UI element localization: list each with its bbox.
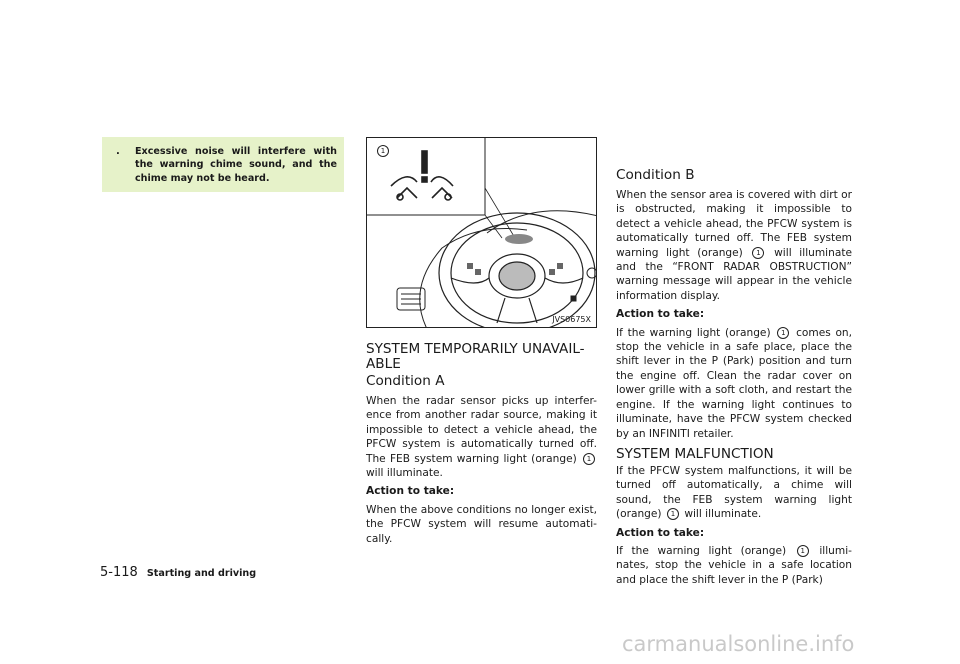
- page-number: 5-118: [100, 565, 138, 580]
- page-footer: [100, 561, 256, 580]
- middle-column: [366, 342, 597, 550]
- steering-wheel-illustration: [367, 138, 597, 328]
- figure-callout-1: 1: [377, 145, 389, 157]
- right-column: [616, 168, 852, 591]
- condition-b-action-label: Action to take:: [616, 308, 705, 321]
- malfunction-paragraph: If the PFCW system malfunctions, it will be turned off automatically, a chime will sound, the FEB system warning light (orange) 1 will illuminate.: [616, 464, 852, 521]
- callout-icon: 1: [583, 453, 595, 465]
- note-box: [102, 137, 344, 192]
- dashboard-figure: [366, 137, 597, 328]
- steering-wheel: [439, 213, 595, 328]
- feb-warning-icon: [391, 151, 453, 200]
- condition-b-title: Condition B: [616, 167, 695, 183]
- callout-icon: 1: [797, 545, 809, 557]
- note-text: Excessive noise will interfere with the warning chime sound, and the chime may not be heard.: [135, 146, 337, 184]
- section-heading-temporarily-unavailable: SYSTEM TEMPORARILY UNAVAIL-ABLE: [366, 341, 585, 372]
- malfunction-action-label: Action to take:: [616, 526, 705, 539]
- condition-a-paragraph: When the radar sensor picks up interfer-ence from another radar source, making it impossible to detect a vehicle ahead, the PFCW system is automatically turned off. The FEB system warning light (orange) 1 will illuminate.: [366, 395, 597, 480]
- callout-icon: 1: [667, 508, 679, 520]
- callout-icon: 1: [777, 327, 789, 339]
- section-name: Starting and driving: [146, 568, 257, 579]
- note-bullet: .: [116, 146, 120, 157]
- condition-a-action-label: Action to take:: [366, 485, 455, 498]
- figure-code: JVS0675X: [552, 315, 591, 324]
- section-heading-system-malfunction: SYSTEM MALFUNCTION: [616, 445, 774, 462]
- condition-b-paragraph: When the sensor area is covered with dirt or is obstructed, making it impossible to detect a vehicle ahead, the PFCW system is automatically turned off. The FEB system warning light (orange) 1 will illuminate and the “FRONT RADAR OBSTRUCTION” warning message will appear in the vehicle information display.: [616, 189, 852, 302]
- callout-icon: 1: [752, 247, 764, 259]
- malfunction-action-text: If the warning light (orange) 1 illumi-nates, stop the vehicle in a safe location and place the shift lever in the P (Park): [616, 544, 852, 586]
- condition-a-title: Condition A: [366, 373, 445, 389]
- condition-b-action-text: If the warning light (orange) 1 comes on, stop the vehicle in a safe place, place the shift lever in the P (Park) position and turn the engine off. Clean the radar cover on lower grille with a soft cloth, and restart the engine. If the warning light continues to illuminate, have the PFCW system checked by an INFINITI retailer.: [616, 326, 853, 440]
- condition-a-action-text: When the above conditions no longer exist, the PFCW system will resume automati-cally.: [366, 503, 597, 545]
- site-watermark: carmanualsonline.info: [622, 632, 855, 656]
